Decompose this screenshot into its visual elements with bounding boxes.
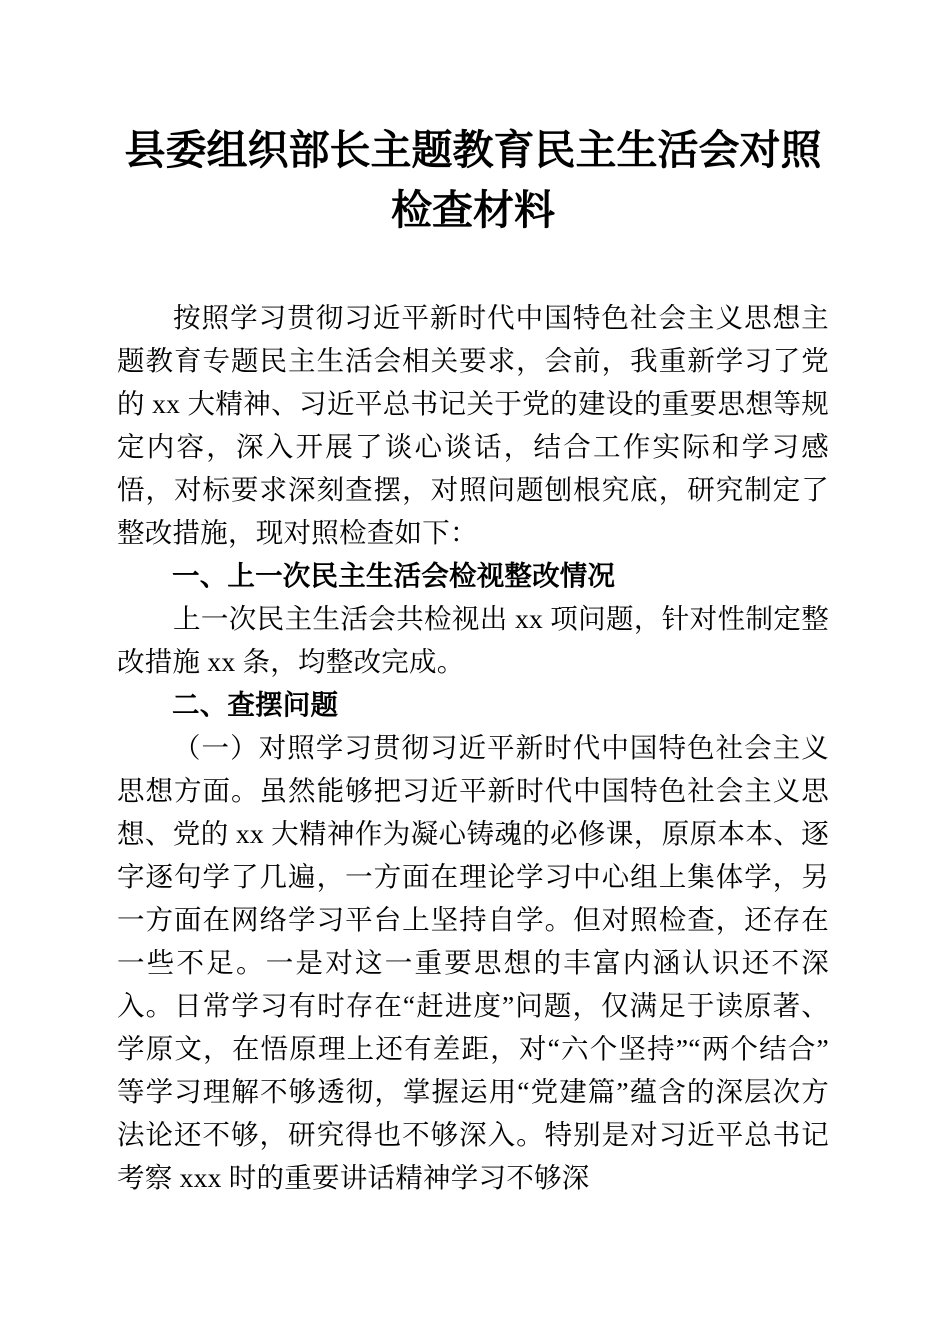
document-body xyxy=(117,0,829,1199)
section-1-paragraph-1: 上一次民主生活会共检视出 xx 项问题，针对性制定整改措施 xx 条，均整改完成。 xyxy=(117,603,829,677)
section-heading-2: 二、查摆问题 xyxy=(172,689,339,720)
section-heading-1: 一、上一次民主生活会检视整改情况 xyxy=(172,560,616,591)
intro-paragraph: 按照学习贯彻习近平新时代中国特色社会主义思想主题教育专题民主生活会相关要求，会前，我重新学习了党的 xx 大精神、习近平总书记关于党的建设的重要思想等规定内容，深入开展了谈心谈话，结合工作实际和学习感悟，对标要求深刻查摆，对照问题刨根究底，研究制定了整改措施，现对照检查如下： xyxy=(117,302,829,548)
page-title: 县委组织部长主题教育民主生活会对照检查材料 xyxy=(124,127,822,233)
section-2-paragraph-1: （一）对照学习贯彻习近平新时代中国特色社会主义思想方面。虽然能够把习近平新时代中国特色社会主义思想、党的 xx 大精神作为凝心铸魂的必修课，原原本本、逐字逐句学了几遍，一方面在理论学习中心组上集体学，另一方面在网络学习平台上坚持自学。但对照检查，还存在一些不足。一是对这一重要思想的丰富内涵认识还不深入。日常学习有时存在“赶进度”问题，仅满足于读原著、学原文，在悟原理上还有差距，对“六个坚持”“两个结合”等学习理解不够透彻，掌握运用“党建篇”蕴含的深层次方法论还不够，研究得也不够深入。特别是对习近平总书记考察 xxx 时的重要讲话精神学习不够深 xyxy=(117,732,829,1193)
